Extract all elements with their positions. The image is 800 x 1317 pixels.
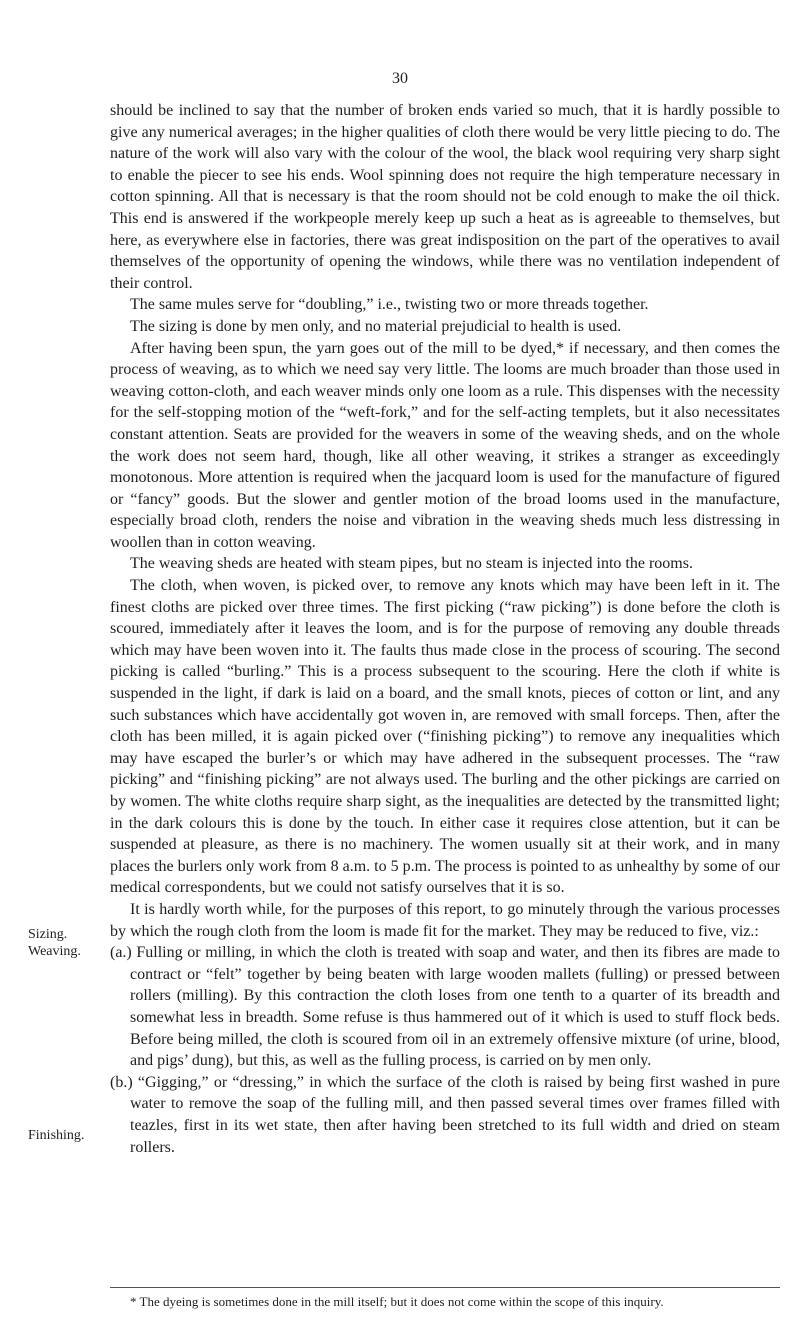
page-number: 30 bbox=[392, 70, 408, 87]
margin-note-sizing: Sizing. bbox=[28, 927, 68, 942]
paragraph-processes: It is hardly worth while, for the purposes of this report, to go minutely through the various processes by which the rough cloth from the loom is made fit for the market. They may be reduced to five, viz.: bbox=[110, 900, 780, 940]
paragraph-finishing: The cloth, when woven, is picked over, to remove any knots which may have been left in it. The finest cloths are picked over three times. The first picking (“raw picking”) is done before the cloth is scoured, immediately after it leaves the loom, and is for the purpose of removing any double threads which may have been woven into it. The faults thus made close in the process of scouring. The second picking is called “burling.” This is a process subsequent to the scouring. Here the cloth if white is suspended in the light, if dark is laid on a board, and the small knots, pieces of cotton or lint, and any such substances which have accidentally got woven in, are removed with small forceps. Then, after the cloth has been milled, it is again picked over (“finishing picking”) to remove any inequalities which may have escaped the burler’s or which may have adhered in the subsequent processes. The “raw picking” and “finishing picking” are not always used. The burling and the other pickings are carried on by women. The white cloths require sharp sight, as the inequalities are detected by the transmitted light; in the dark colours this is done by the touch. In either case it requires close attention, but it can be suspended at pleasure, as there is no machinery. The women usually sit at their work, and in many places the burlers only work from 8 a.m. to 5 p.m. The process is pointed to as unhealthy by some of our medical correspondents, but we could not satisfy ourselves that it is so. bbox=[110, 577, 780, 897]
footnote: * The dyeing is sometimes done in the mill itself; but it does not come within the scope of this inquiry. bbox=[130, 1294, 664, 1309]
footnote-rule bbox=[110, 1287, 780, 1288]
paragraph-spinning: should be inclined to say that the number of broken ends varied so much, that it is hardly possible to give any numerical averages; in the higher qualities of cloth there would be very little piecing to do. The nature of the work will also vary with the colour of the wool, the black wool requiring very sharp sight to enable the piecer to see his ends. Wool spinning does not require the high temperature necessary in cotton spinning. All that is necessary is that the room should not be cold enough to make the oil thick. This end is answered if the workpeople merely keep up such a heat as is agreeable to themselves, but here, as everywhere else in factories, there was great indisposition on the part of the operatives to avail themselves of the opportunity of opening the windows, while there was no ventilation independent of their control. bbox=[110, 102, 780, 292]
paragraph-doubling: The same mules serve for “doubling,” i.e., twisting two or more threads together. bbox=[130, 296, 649, 314]
margin-note-weaving: Weaving. bbox=[28, 944, 81, 959]
list-item-gigging: (b.) “Gigging,” or “dressing,” in which the surface of the cloth is raised by being first washed in pure water to remove the soap of the fulling mill, and then passed several times over frames filled with teazles, first in its wet state, then after having been stretched to its full width and dried on steam rollers. bbox=[110, 1073, 780, 1156]
paragraph-sizing: The sizing is done by men only, and no material prejudicial to health is used. bbox=[130, 317, 622, 335]
list-item-fulling: (a.) Fulling or milling, in which the cloth is treated with soap and water, and then its fibres are made to contract or “felt” together by being beaten with large wooden mallets (fulling) or pressed between rollers (milling). By this contraction the cloth loses from one tenth to a quarter of its breadth and somewhat less in breadth. Some refuse is thus hammered out of it which is used to stuff flock beds. Before being milled, the cloth is scoured from oil in an extremely offensive mixture (of urine, blood, and pigs’ dung), but this, as well as the fulling process, is carried on by men only. bbox=[110, 944, 780, 1070]
margin-note-finishing: Finishing. bbox=[28, 1128, 85, 1143]
paragraph-weaving: After having been spun, the yarn goes out of the mill to be dyed,* if necessary, and then comes the process of weaving, as to which we need say very little. The looms are much broader than those used in weaving cotton-cloth, and each weaver minds only one loom as a rule. This dispenses with the necessity for the self-stopping motion of the “weft-fork,” and for the self-acting templets, but it also necessitates constant attention. Seats are provided for the weavers in some of the weaving sheds, and on the whole the work does not seem hard, though, like all other weaving, it strikes a stranger as exceedingly monotonous. More attention is required when the jacquard loom is used for the manufacture of figured or “fancy” goods. But the slower and gentler motion of the broad looms used in the manufacture, especially broad cloth, renders the noise and vibration in the weaving sheds much less distressing in woollen than in cotton weaving. bbox=[110, 339, 780, 551]
body-text bbox=[110, 100, 780, 1158]
paragraph-weaving-sheds: The weaving sheds are heated with steam pipes, but no steam is injected into the rooms. bbox=[130, 555, 693, 573]
